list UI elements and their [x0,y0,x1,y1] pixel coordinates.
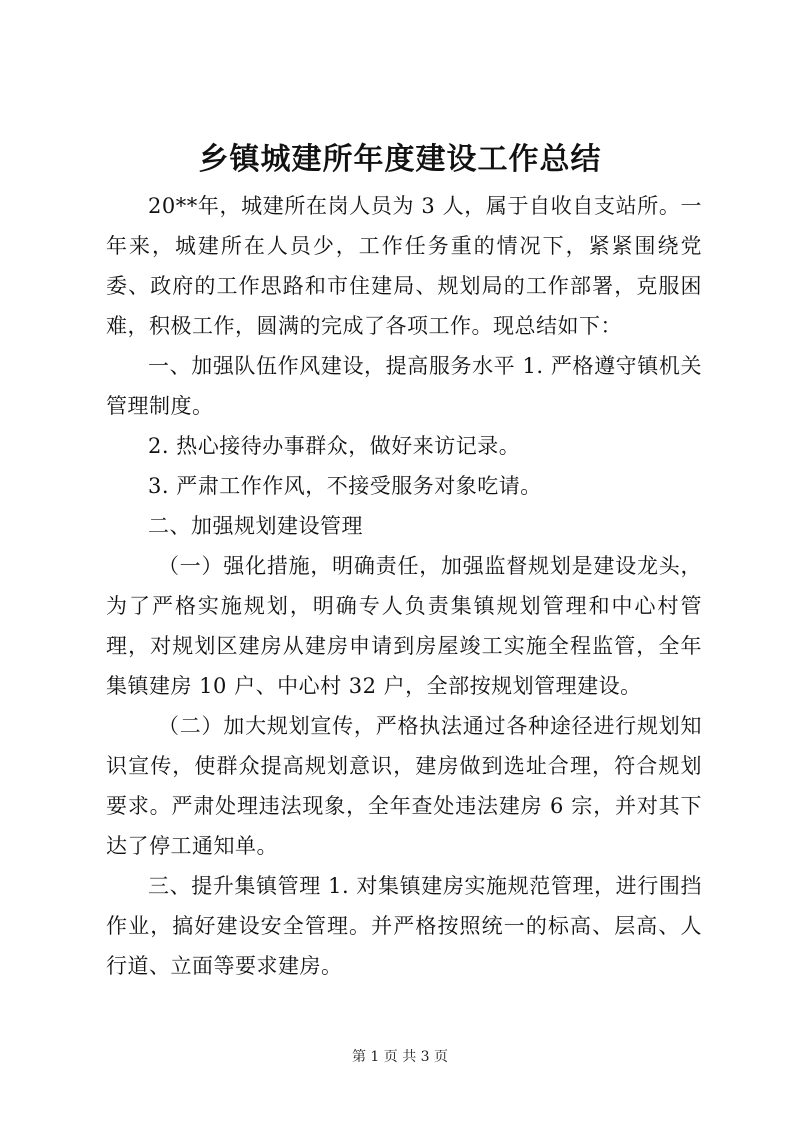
document-body [106,186,702,986]
paragraph-section-one: 一、加强队伍作风建设，提高服务水平 1. 严格遵守镇机关管理制度。 [106,354,702,418]
page-footer: 第 1 页 共 3 页 [351,1049,449,1065]
paragraph-item-2: 2. 热心接待办事群众，做好来访记录。 [148,434,521,458]
paragraph-subsection-one: （一）强化措施，明确责任，加强监督规划是建设龙头，为了严格实施规划，明确专人负责集镇规划管理和中心村管理，对规划区建房从建房申请到房屋竣工实施全程监管，全年集镇建房 10 户、中心村 32 户，全部按规划管理建设。 [106,554,702,698]
paragraph-intro: 20**年，城建所在岗人员为 3 人，属于自收自支站所。一年来，城建所在人员少，工作任务重的情况下，紧紧围绕党委、政府的工作思路和市住建局、规划局的工作部署，克服困难，积极工作，圆满的完成了各项工作。现总结如下： [106,194,702,338]
paragraph-section-two: 二、加强规划建设管理 [148,514,363,538]
paragraph-section-three: 三、提升集镇管理 1. 对集镇建房实施规范管理，进行围挡作业，搞好建设安全管理。并严格按照统一的标高、层高、人行道、立面等要求建房。 [106,874,702,978]
paragraph-item-3: 3. 严肃工作作风，不接受服务对象吃请。 [148,474,542,498]
paragraph-subsection-two: （二）加大规划宣传，严格执法通过各种途径进行规划知识宣传，使群众提高规划意识，建房做到选址合理，符合规划要求。严肃处理违法现象，全年查处违法建房 6 宗，并对其下达了停工通知单。 [106,714,702,858]
document-title: 乡镇城建所年度建设工作总结 [198,142,602,177]
